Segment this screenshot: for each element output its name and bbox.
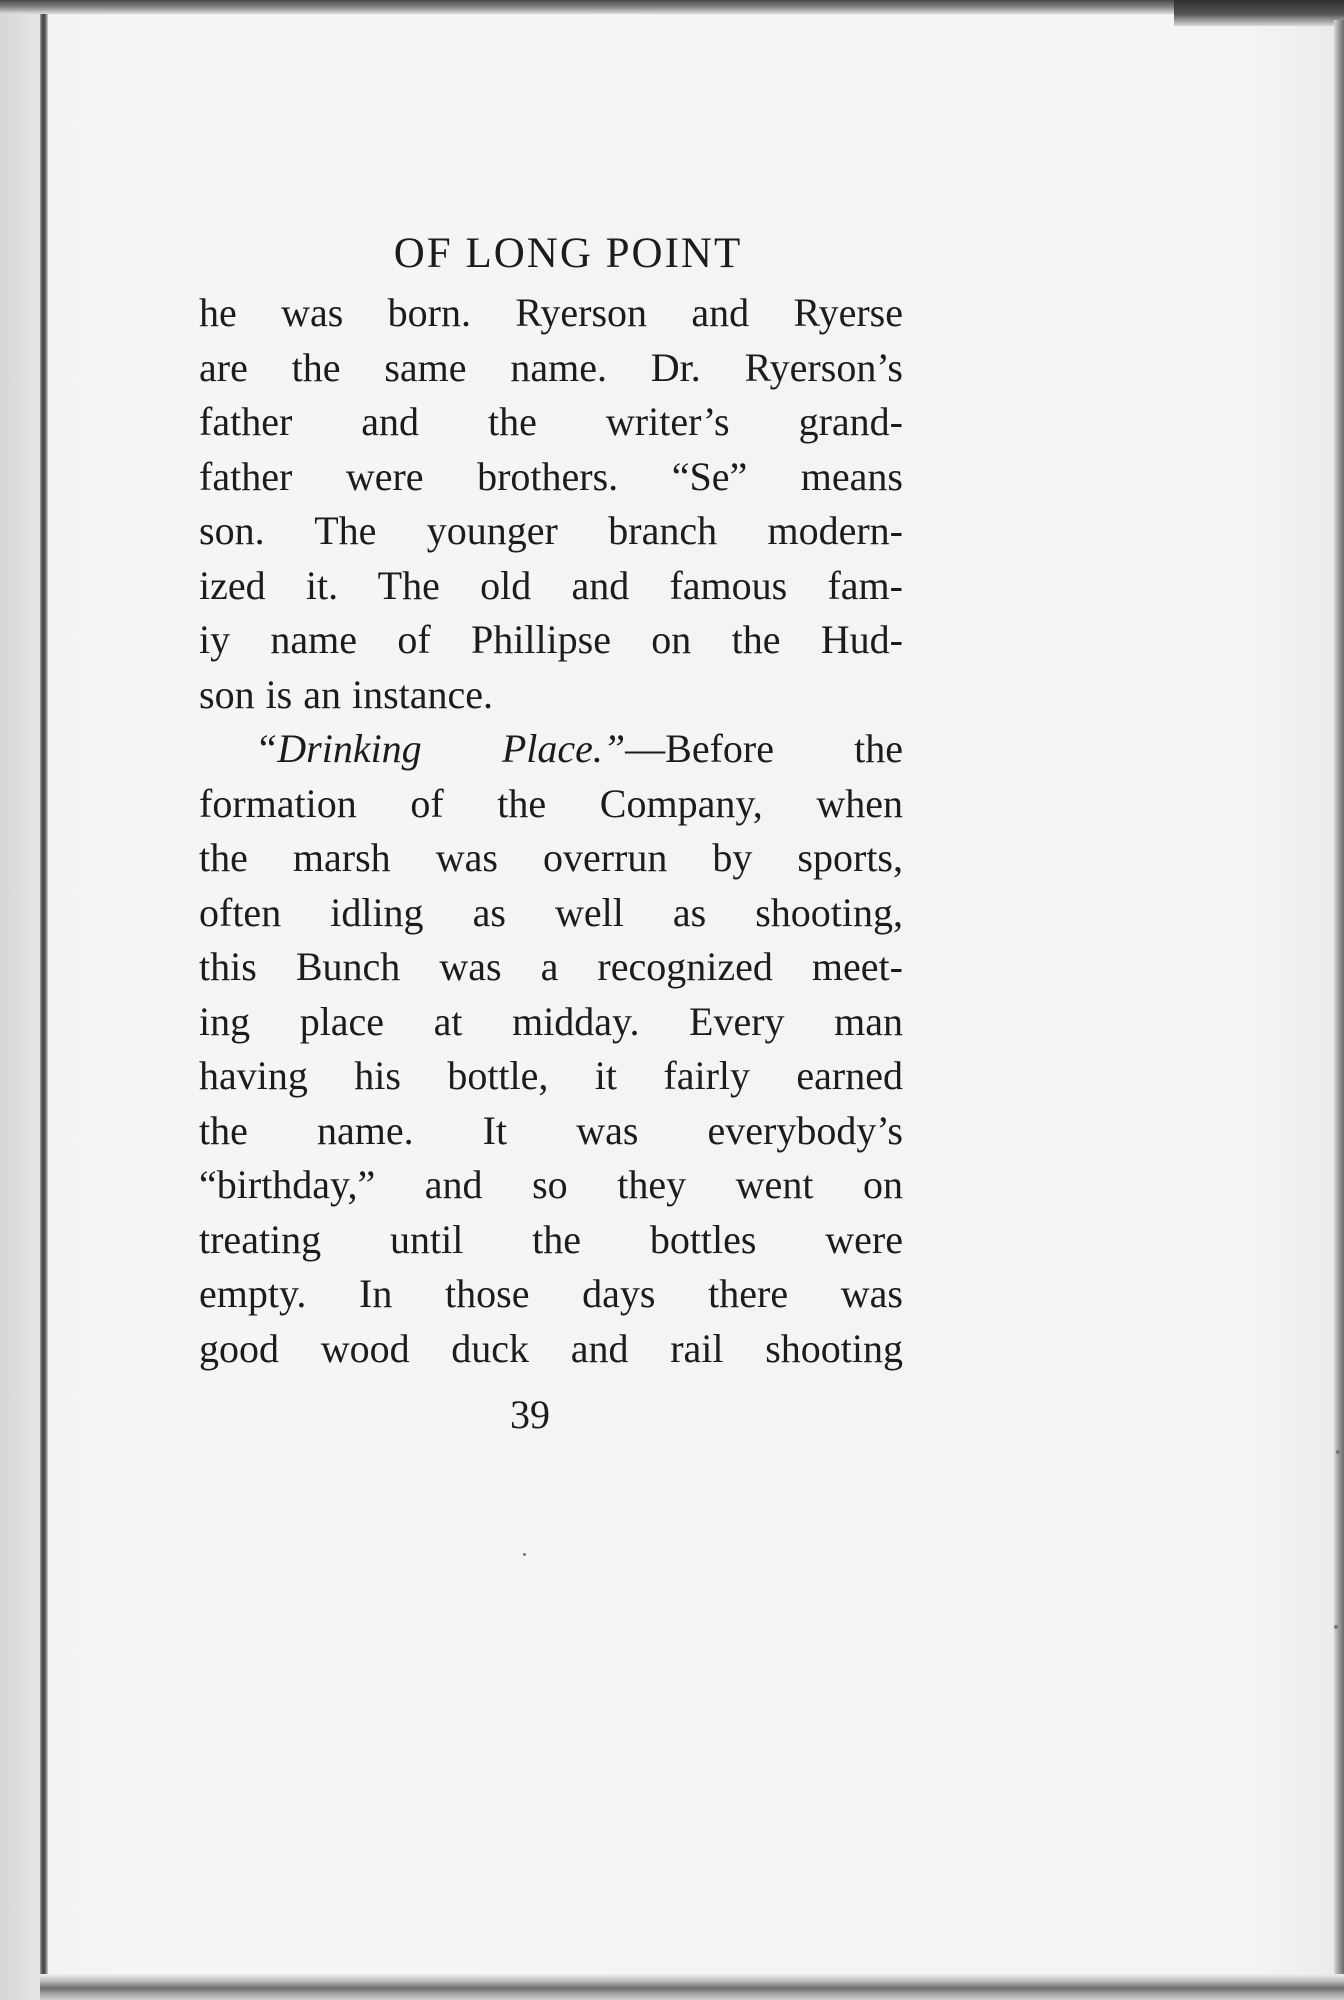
text-line: ized it. The old and famous fam- xyxy=(199,562,903,608)
text-line: often idling as well as shooting, xyxy=(199,889,903,935)
scan-speck xyxy=(1334,1625,1338,1629)
text-line: this Bunch was a recognized meet- xyxy=(199,944,903,989)
text-line: having his bottle, it fairly earned xyxy=(199,1053,903,1098)
text-line: son. The younger branch modern- xyxy=(199,508,903,553)
text-line: son is an instance. xyxy=(199,671,494,717)
text-line: formation of the Company, when xyxy=(199,780,903,826)
text-line: the name. It was everybody’s xyxy=(199,1107,903,1153)
top-page-edge xyxy=(0,0,1344,14)
text-line-rest: —Before the xyxy=(625,726,903,771)
scan-speck xyxy=(523,1553,526,1556)
bottom-page-edge xyxy=(40,1974,1344,2000)
right-page-edge xyxy=(1334,20,1344,2000)
text-line: good wood duck and rail shooting xyxy=(199,1325,903,1371)
paragraph-drinking-place xyxy=(199,722,903,1376)
text-line: father and the writer’s grand- xyxy=(199,399,903,444)
page-number: 39 xyxy=(510,1392,550,1437)
book-spine-edge xyxy=(40,0,48,1990)
text-line-first xyxy=(199,722,903,777)
text-line: father were brothers. “Se” means xyxy=(199,453,903,499)
left-margin xyxy=(0,0,40,2000)
top-right-shadow xyxy=(1174,0,1344,26)
text-line: treating until the bottles were xyxy=(199,1216,903,1262)
scan-speck xyxy=(1336,1450,1340,1454)
text-line: are the same name. Dr. Ryerson’s xyxy=(199,344,903,390)
text-line: empty. In those days there was xyxy=(199,1271,903,1316)
section-heading-italic: “Drinking Place.” xyxy=(255,726,626,771)
text-line: the marsh was overrun by sports, xyxy=(199,835,903,880)
text-line: “birthday,” and so they went on xyxy=(199,1162,903,1207)
text-line: he was born. Ryerson and Ryerse xyxy=(199,290,903,335)
text-line: iy name of Phillipse on the Hud- xyxy=(199,617,903,662)
text-block xyxy=(199,228,903,1376)
paragraph-ryerson xyxy=(199,286,903,722)
text-line: ing place at midday. Every man xyxy=(199,998,903,1044)
running-head: OF LONG POINT xyxy=(393,230,743,277)
